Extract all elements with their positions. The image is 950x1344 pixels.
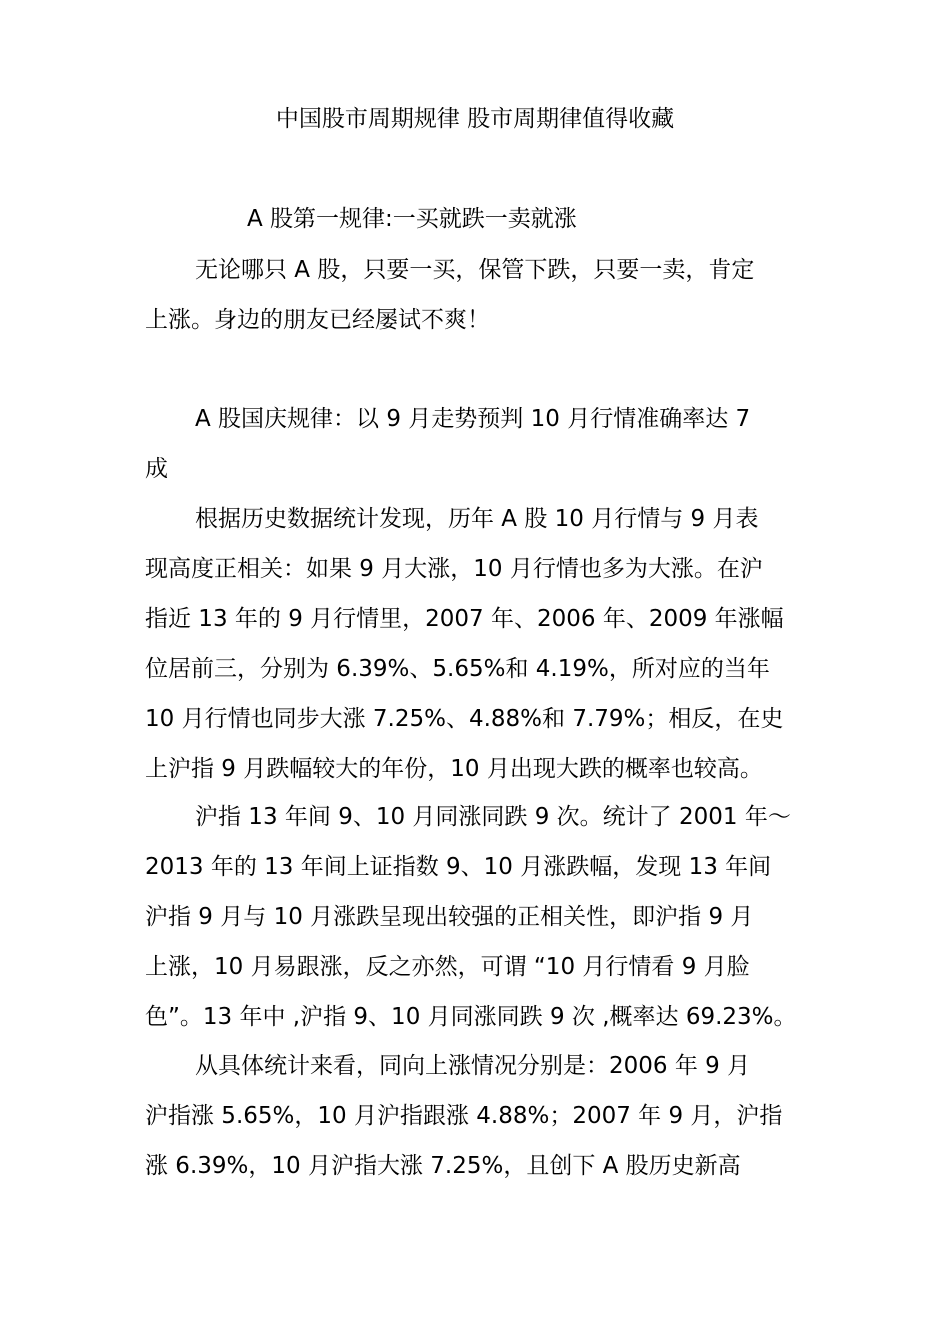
- text-line: 沪指 13 年间 9、10 月同涨同跌 9 次。统计了 2001 年～: [195, 804, 791, 830]
- text-line: 无论哪只 A 股，只要一买，保管下跌，只要一卖，肯定: [195, 257, 755, 283]
- section2-paragraph-2: [145, 792, 813, 1042]
- text-line: 涨 6.39%，10 月沪指大涨 7.25%，且创下 A 股历史新高: [145, 1153, 741, 1179]
- section1-heading: A 股第一规律:一买就跌一卖就涨: [247, 206, 577, 232]
- section1-paragraph: [145, 245, 813, 345]
- text-line: 指近 13 年的 9 月行情里，2007 年、2006 年、2009 年涨幅: [145, 606, 784, 632]
- text-line: 根据历史数据统计发现，历年 A 股 10 月行情与 9 月表: [195, 506, 759, 532]
- section2-paragraph-3: [145, 1041, 813, 1191]
- text-line: 10 月行情也同步大涨 7.25%、4.88%和 7.79%；相反，在史: [145, 706, 784, 732]
- document-title: 中国股市周期规律 股市周期律值得收藏: [275, 106, 675, 132]
- text-line: 现高度正相关：如果 9 月大涨，10 月行情也多为大涨。在沪: [145, 556, 763, 582]
- heading-line: A 股国庆规律：以 9 月走势预判 10 月行情准确率达 7: [195, 406, 751, 432]
- text-line: 沪指涨 5.65%，10 月沪指跟涨 4.88%；2007 年 9 月，沪指: [145, 1103, 783, 1129]
- text-line: 从具体统计来看，同向上涨情况分别是：2006 年 9 月: [195, 1053, 751, 1079]
- text-line: 上涨。身边的朋友已经屡试不爽！: [145, 307, 490, 333]
- section2-paragraph-1: [145, 494, 813, 794]
- section2-heading: [145, 394, 813, 494]
- text-line: 色”。13 年中 ,沪指 9、10 月同涨同跌 9 次 ,概率达 69.23%。: [145, 1004, 797, 1030]
- text-line: 沪指 9 月与 10 月涨跌呈现出较强的正相关性，即沪指 9 月: [145, 904, 754, 930]
- text-line: 上涨，10 月易跟涨，反之亦然，可谓 “10 月行情看 9 月脸: [145, 954, 750, 980]
- text-line: 2013 年的 13 年间上证指数 9、10 月涨跌幅，发现 13 年间: [145, 854, 772, 880]
- heading-line: 成: [145, 456, 168, 482]
- text-line: 位居前三，分别为 6.39%、5.65%和 4.19%，所对应的当年: [145, 656, 770, 682]
- text-line: 上沪指 9 月跌幅较大的年份，10 月出现大跌的概率也较高。: [145, 756, 763, 782]
